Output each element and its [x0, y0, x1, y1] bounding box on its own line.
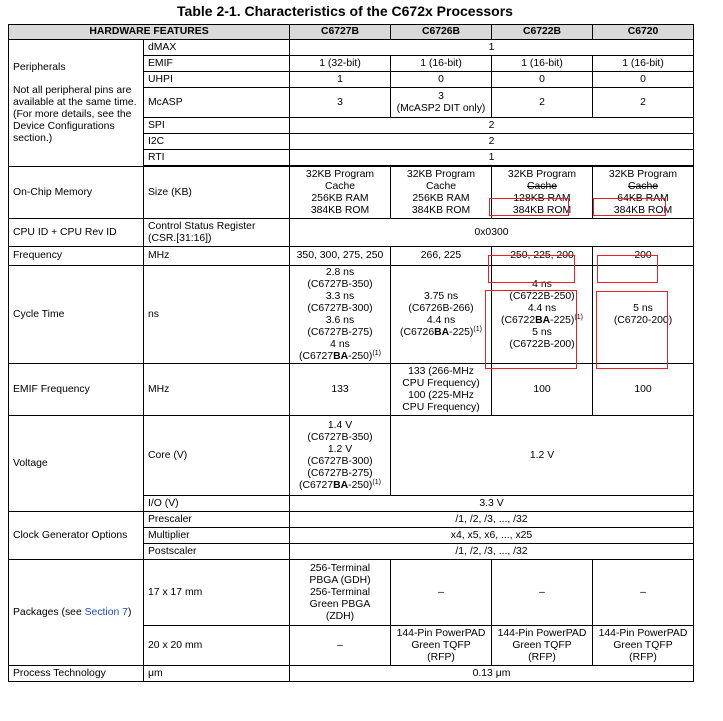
group-clock: Clock Generator Options	[9, 512, 144, 560]
package20-c6727b: –	[290, 626, 391, 666]
package17-c6722b: –	[492, 560, 593, 626]
uhpi-c6726b: 0	[391, 72, 492, 88]
uhpi-c6722b: 0	[492, 72, 593, 88]
header-c6720: C6720	[593, 25, 694, 40]
label-rti: RTI	[144, 150, 290, 166]
group-packages: Packages (see Section 7)	[9, 560, 144, 666]
value-postscaler: /1, /2, /3, ..., /32	[290, 544, 694, 560]
header-features: HARDWARE FEATURES	[9, 25, 290, 40]
label-dmax: dMAX	[144, 40, 290, 56]
header-row	[9, 25, 694, 40]
mcasp-c6727b: 3	[290, 88, 391, 118]
row-dmax	[9, 40, 694, 56]
package17-c6727b: 256-Terminal PBGA (GDH) 256-Terminal Green PBGA (ZDH)	[290, 560, 391, 626]
mcasp-c6720: 2	[593, 88, 694, 118]
row-memory	[9, 167, 694, 219]
group-emiffreq: EMIF Frequency	[9, 364, 144, 416]
memory-c6722b: 32KB Program Cache 128KB RAM 384KB ROM	[492, 167, 593, 219]
package17-c6726b: –	[391, 560, 492, 626]
label-multiplier: Multiplier	[144, 528, 290, 544]
header-c6727b: C6727B	[290, 25, 391, 40]
value-multiplier: x4, x5, x6, ..., x25	[290, 528, 694, 544]
header-c6726b: C6726B	[391, 25, 492, 40]
label-postscaler: Postscaler	[144, 544, 290, 560]
voltage-others: 1.2 V	[391, 416, 694, 496]
label-mcasp: McASP	[144, 88, 290, 118]
row-frequency	[9, 247, 694, 266]
peripherals-note: Not all peripheral pins are available at the same time. (For more details, see the Device Configurations section.)	[13, 84, 137, 144]
label-process: μm	[144, 666, 290, 682]
table-title: Table 2-1. Characteristics of the C672x Processors	[177, 3, 513, 19]
group-cpuid: CPU ID + CPU Rev ID	[9, 219, 144, 247]
label-cycle: ns	[144, 266, 290, 364]
emiffreq-c6727b: 133	[290, 364, 391, 416]
label-voltage-io: I/O (V)	[144, 496, 290, 512]
row-cycle	[9, 266, 694, 364]
cycle-c6726b: 3.75 ns (C6726B-266) 4.4 ns $(C6726BA-225)^{(1)}$	[391, 266, 492, 364]
frequency-c6722b: 250, 225, 200	[492, 247, 593, 266]
group-frequency: Frequency	[9, 247, 144, 266]
package20-c6722b: 144-Pin PowerPAD Green TQFP (RFP)	[492, 626, 593, 666]
value-process: 0.13 μm	[290, 666, 694, 682]
peripherals-label: Peripherals	[13, 61, 66, 73]
label-prescaler: Prescaler	[144, 512, 290, 528]
frequency-c6727b: 350, 300, 275, 250	[290, 247, 391, 266]
uhpi-c6720: 0	[593, 72, 694, 88]
package20-c6720: 144-Pin PowerPAD Green TQFP (RFP)	[593, 626, 694, 666]
mcasp-c6726b: 3 (McASP2 DIT only)	[391, 88, 492, 118]
emiffreq-c6720: 100	[593, 364, 694, 416]
label-emiffreq: MHz	[144, 364, 290, 416]
row-prescaler	[9, 512, 694, 528]
row-process	[9, 666, 694, 682]
emiffreq-c6726b: 133 (266-MHz CPU Frequency) 100 (225-MHz CPU Frequency)	[391, 364, 492, 416]
value-dmax: 1	[290, 40, 694, 56]
value-spi: 2	[290, 118, 694, 134]
label-uhpi: UHPI	[144, 72, 290, 88]
value-voltage-io: 3.3 V	[290, 496, 694, 512]
section-7-link[interactable]: Section 7	[84, 606, 128, 618]
row-voltage-core	[9, 416, 694, 496]
uhpi-c6727b: 1	[290, 72, 391, 88]
label-memory: Size (KB)	[144, 167, 290, 219]
emif-c6727b: 1 (32-bit)	[290, 56, 391, 72]
group-voltage: Voltage	[9, 416, 144, 512]
emif-c6720: 1 (16-bit)	[593, 56, 694, 72]
group-peripherals	[9, 40, 144, 167]
memory-c6720: 32KB Program Cache 64KB RAM 384KB ROM	[593, 167, 694, 219]
emiffreq-c6722b: 100	[492, 364, 593, 416]
group-process: Process Technology	[9, 666, 144, 682]
frequency-c6726b: 266, 225	[391, 247, 492, 266]
label-i2c: I2C	[144, 134, 290, 150]
characteristics-table	[8, 24, 694, 682]
label-spi: SPI	[144, 118, 290, 134]
cycle-c6720: 5 ns (C6720-200)	[593, 266, 694, 364]
voltage-c6727b: 1.4 V (C6727B-350) 1.2 V (C6727B-300) (C6727B-275) $(C6727BA-250)^{(1)}$	[290, 416, 391, 496]
label-package-17: 17 x 17 mm	[144, 560, 290, 626]
cycle-c6727b: 2.8 ns (C6727B-350) 3.3 ns (C6727B-300) 3.6 ns (C6727B-275) 4 ns $(C6727BA-250)^{(1)}$	[290, 266, 391, 364]
label-emif: EMIF	[144, 56, 290, 72]
group-memory: On-Chip Memory	[9, 167, 144, 219]
value-cpuid: 0x0300	[290, 219, 694, 247]
emif-c6722b: 1 (16-bit)	[492, 56, 593, 72]
frequency-c6720: 200	[593, 247, 694, 266]
package20-c6726b: 144-Pin PowerPAD Green TQFP (RFP)	[391, 626, 492, 666]
header-c6722b: C6722B	[492, 25, 593, 40]
label-voltage-core: Core (V)	[144, 416, 290, 496]
emif-c6726b: 1 (16-bit)	[391, 56, 492, 72]
mcasp-c6722b: 2	[492, 88, 593, 118]
value-rti: 1	[290, 150, 694, 166]
package17-c6720: –	[593, 560, 694, 626]
cycle-c6722b: 4 ns (C6722B-250) 4.4 ns $(C6722BA-225)^{(1)}$ 5 ns (C6722B-200)	[492, 266, 593, 364]
row-package-17	[9, 560, 694, 626]
row-cpuid	[9, 219, 694, 247]
memory-c6727b: 32KB Program Cache 256KB RAM 384KB ROM	[290, 167, 391, 219]
row-emiffreq	[9, 364, 694, 416]
group-cycle: Cycle Time	[9, 266, 144, 364]
label-package-20: 20 x 20 mm	[144, 626, 290, 666]
label-cpuid: Control Status Register (CSR.[31:16])	[144, 219, 290, 247]
value-prescaler: /1, /2, /3, ..., /32	[290, 512, 694, 528]
label-frequency: MHz	[144, 247, 290, 266]
value-i2c: 2	[290, 134, 694, 150]
memory-c6726b: 32KB Program Cache 256KB RAM 384KB ROM	[391, 167, 492, 219]
